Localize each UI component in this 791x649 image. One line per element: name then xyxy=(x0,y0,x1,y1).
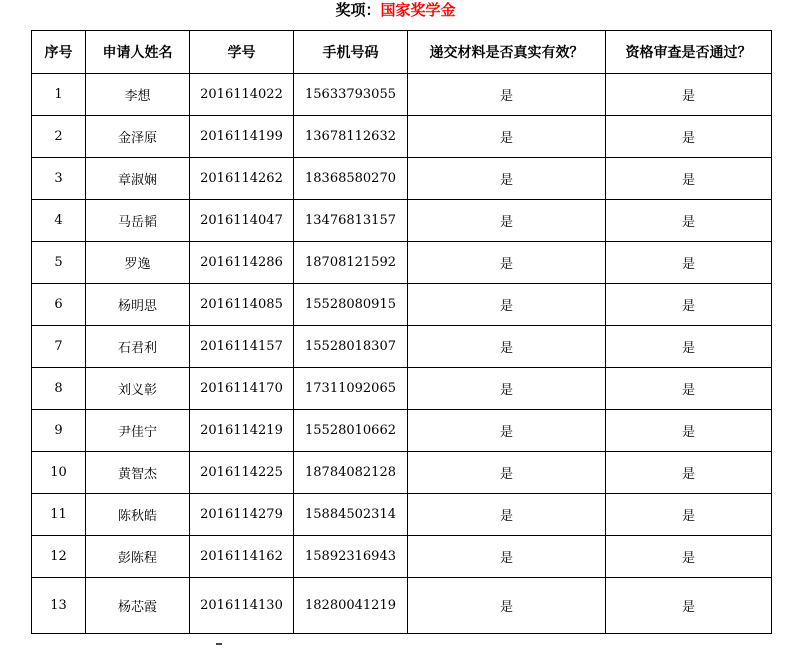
cell-materials-valid: 是 xyxy=(408,326,606,368)
cell-name: 杨芯霞 xyxy=(86,578,190,634)
cell-student-id: 2016114219 xyxy=(190,410,294,452)
column-header-no: 序号 xyxy=(32,31,86,74)
column-header-student-id: 学号 xyxy=(190,31,294,74)
cell-phone: 18280041219 xyxy=(294,578,408,634)
cell-materials-valid: 是 xyxy=(408,368,606,410)
cell-materials-valid: 是 xyxy=(408,74,606,116)
cell-student-id: 2016114085 xyxy=(190,284,294,326)
cell-qualified: 是 xyxy=(606,74,772,116)
cell-phone: 15892316943 xyxy=(294,536,408,578)
cell-no: 8 xyxy=(32,368,86,410)
applicant-table xyxy=(31,30,772,634)
cell-name: 黄智杰 xyxy=(86,452,190,494)
cell-qualified: 是 xyxy=(606,452,772,494)
table-row xyxy=(32,74,772,116)
page-mark xyxy=(216,643,222,645)
table-row xyxy=(32,242,772,284)
cell-student-id: 2016114162 xyxy=(190,536,294,578)
cell-phone: 15528010662 xyxy=(294,410,408,452)
cell-no: 1 xyxy=(32,74,86,116)
cell-no: 9 xyxy=(32,410,86,452)
cell-name: 马岳韬 xyxy=(86,200,190,242)
award-name: 国家奖学金 xyxy=(380,1,456,19)
table-row xyxy=(32,368,772,410)
cell-no: 11 xyxy=(32,494,86,536)
cell-name: 彭陈程 xyxy=(86,536,190,578)
cell-name: 李想 xyxy=(86,74,190,116)
cell-qualified: 是 xyxy=(606,536,772,578)
cell-student-id: 2016114199 xyxy=(190,116,294,158)
cell-no: 6 xyxy=(32,284,86,326)
cell-qualified: 是 xyxy=(606,242,772,284)
cell-name: 石君利 xyxy=(86,326,190,368)
cell-materials-valid: 是 xyxy=(408,410,606,452)
cell-no: 13 xyxy=(32,578,86,634)
column-header-phone: 手机号码 xyxy=(294,31,408,74)
table-row xyxy=(32,200,772,242)
cell-no: 3 xyxy=(32,158,86,200)
cell-phone: 15528018307 xyxy=(294,326,408,368)
cell-name: 章淑娴 xyxy=(86,158,190,200)
cell-phone: 13678112632 xyxy=(294,116,408,158)
cell-materials-valid: 是 xyxy=(408,200,606,242)
cell-phone: 15633793055 xyxy=(294,74,408,116)
cell-materials-valid: 是 xyxy=(408,452,606,494)
cell-student-id: 2016114157 xyxy=(190,326,294,368)
cell-qualified: 是 xyxy=(606,200,772,242)
cell-phone: 15884502314 xyxy=(294,494,408,536)
cell-materials-valid: 是 xyxy=(408,116,606,158)
cell-student-id: 2016114262 xyxy=(190,158,294,200)
column-header-materials-valid: 递交材料是否真实有效？ xyxy=(408,31,606,74)
cell-qualified: 是 xyxy=(606,284,772,326)
cell-qualified: 是 xyxy=(606,158,772,200)
column-header-qualified: 资格审查是否通过？ xyxy=(606,31,772,74)
cell-name: 罗逸 xyxy=(86,242,190,284)
cell-materials-valid: 是 xyxy=(408,494,606,536)
cell-phone: 18708121592 xyxy=(294,242,408,284)
table-header-row xyxy=(32,31,772,74)
award-label: 奖项： xyxy=(335,1,381,19)
cell-student-id: 2016114130 xyxy=(190,578,294,634)
cell-name: 陈秋皓 xyxy=(86,494,190,536)
cell-student-id: 2016114047 xyxy=(190,200,294,242)
cell-no: 10 xyxy=(32,452,86,494)
table-row xyxy=(32,410,772,452)
table-row xyxy=(32,536,772,578)
cell-student-id: 2016114022 xyxy=(190,74,294,116)
cell-no: 5 xyxy=(32,242,86,284)
cell-no: 7 xyxy=(32,326,86,368)
cell-qualified: 是 xyxy=(606,116,772,158)
cell-qualified: 是 xyxy=(606,410,772,452)
table-row xyxy=(32,326,772,368)
cell-name: 杨明思 xyxy=(86,284,190,326)
cell-no: 4 xyxy=(32,200,86,242)
cell-materials-valid: 是 xyxy=(408,242,606,284)
cell-qualified: 是 xyxy=(606,494,772,536)
table-row xyxy=(32,494,772,536)
cell-qualified: 是 xyxy=(606,578,772,634)
cell-student-id: 2016114170 xyxy=(190,368,294,410)
table-row xyxy=(32,284,772,326)
cell-name: 尹佳宁 xyxy=(86,410,190,452)
cell-phone: 18368580270 xyxy=(294,158,408,200)
cell-phone: 17311092065 xyxy=(294,368,408,410)
cell-qualified: 是 xyxy=(606,326,772,368)
cell-materials-valid: 是 xyxy=(408,158,606,200)
cell-student-id: 2016114279 xyxy=(190,494,294,536)
cell-no: 12 xyxy=(32,536,86,578)
cell-phone: 18784082128 xyxy=(294,452,408,494)
cell-no: 2 xyxy=(32,116,86,158)
cell-name: 刘义彰 xyxy=(86,368,190,410)
cell-phone: 13476813157 xyxy=(294,200,408,242)
table-row xyxy=(32,578,772,634)
page-title xyxy=(0,0,791,24)
cell-student-id: 2016114225 xyxy=(190,452,294,494)
cell-qualified: 是 xyxy=(606,368,772,410)
cell-materials-valid: 是 xyxy=(408,284,606,326)
cell-name: 金泽原 xyxy=(86,116,190,158)
table-row xyxy=(32,116,772,158)
column-header-name: 申请人姓名 xyxy=(86,31,190,74)
cell-phone: 15528080915 xyxy=(294,284,408,326)
table-row xyxy=(32,452,772,494)
cell-student-id: 2016114286 xyxy=(190,242,294,284)
table-row xyxy=(32,158,772,200)
cell-materials-valid: 是 xyxy=(408,578,606,634)
cell-materials-valid: 是 xyxy=(408,536,606,578)
